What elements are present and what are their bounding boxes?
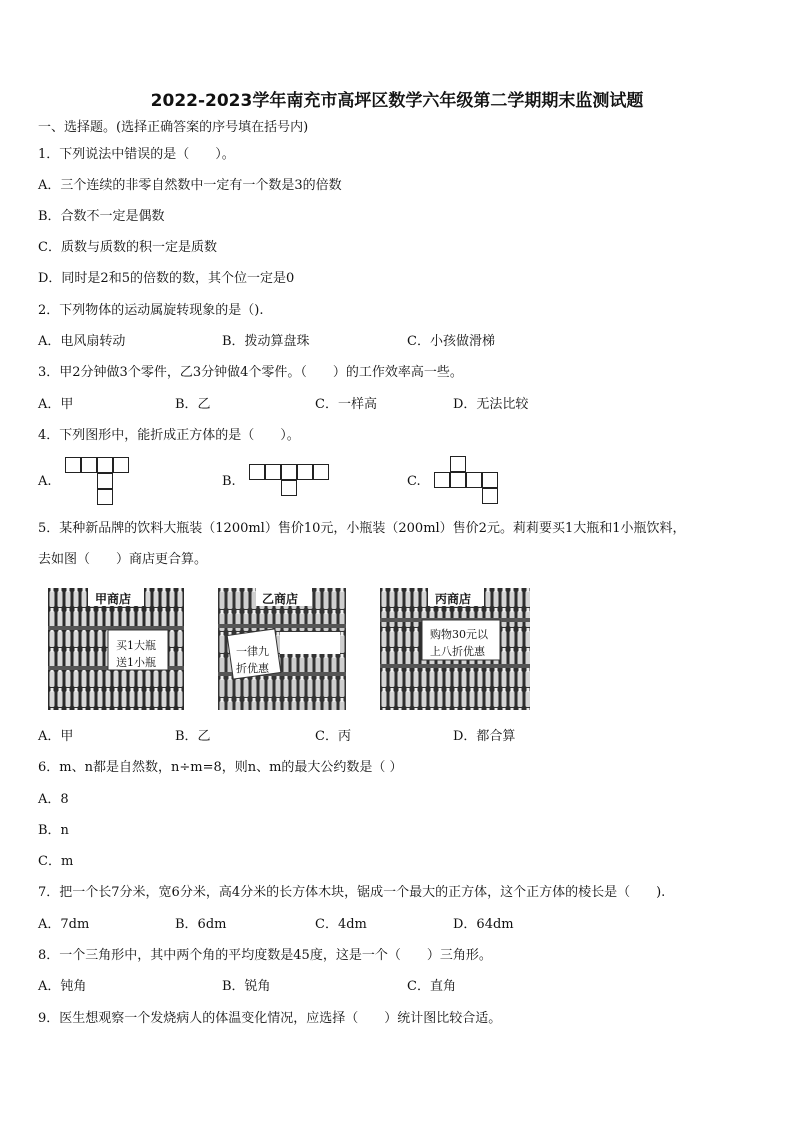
store-note-bing-2: 上八折优惠 (430, 645, 485, 658)
question-2-stem: 2．下列物体的运动属旋转现象的是（). (38, 303, 264, 318)
question-8-stem: 8．一个三角形中，其中两个角的平均度数是45度，这是一个（ ）三角形。 (38, 948, 492, 963)
question-8-option-c: C．直角 (407, 979, 456, 994)
question-7-option-d: D．64dm (453, 917, 514, 932)
page-title: 2022-2023学年南充市高坪区数学六年级第二学期期末监测试题 (150, 91, 644, 111)
question-3-option-a: A．甲 (38, 397, 74, 412)
question-1-stem: 1．下列说法中错误的是（ ）。 (38, 147, 235, 162)
question-7-option-c: C．4dm (315, 917, 367, 932)
question-7-option-b: B．6dm (175, 917, 227, 932)
question-9-stem: 9．医生想观察一个发烧病人的体温变化情况，应选择（ ）统计图比较合适。 (38, 1011, 502, 1026)
question-6-stem: 6．m、n都是自然数，n÷m=8，则n、m的最大公约数是（ ） (38, 760, 403, 775)
store-note-yi-1: 一律九 (236, 645, 269, 658)
question-4-option-c: C. (407, 474, 421, 489)
store-note-yi-2: 折优惠 (236, 662, 269, 675)
store-note-jia-1: 买1大瓶 (116, 639, 156, 652)
question-1-option-c: C．质数与质数的积一定是质数 (38, 240, 217, 255)
question-1-option-a: A．三个连续的非零自然数中一定有一个数是3的倍数 (38, 178, 342, 193)
store-sign-jia: 甲商店 (95, 592, 132, 606)
section-heading: 一、选择题。(选择正确答案的序号填在括号内) (38, 120, 309, 135)
question-8-option-b: B．锐角 (222, 979, 271, 994)
question-4-stem: 4．下列图形中，能折成正方体的是（ ）。 (38, 428, 300, 443)
question-5-stem-cont: 去如图（ ）商店更合算。 (38, 552, 208, 567)
question-3-option-c: C．一样高 (315, 397, 377, 412)
question-5-option-b: B．乙 (175, 729, 211, 744)
question-4-option-a: A. (38, 474, 52, 489)
question-1-option-b: B．合数不一定是偶数 (38, 209, 165, 224)
store-note-bing-1: 购物30元以 (430, 628, 488, 641)
question-6-option-b: B．n (38, 823, 69, 838)
question-7-option-a: A．7dm (38, 917, 90, 932)
question-3-option-d: D．无法比较 (453, 397, 529, 412)
question-3-stem: 3．甲2分钟做3个零件，乙3分钟做4个零件。（ ）的工作效率高一些。 (38, 365, 463, 380)
question-3-option-b: B．乙 (175, 397, 211, 412)
store-sign-bing: 丙商店 (435, 592, 472, 606)
question-5-option-c: C．丙 (315, 729, 351, 744)
store-sign-yi: 乙商店 (262, 592, 299, 606)
question-7-stem: 7．把一个长7分米，宽6分米，高4分米的长方体木块，锯成一个最大的正方体，这个正方体的棱长是（ ). (38, 885, 666, 900)
question-5-option-a: A．甲 (38, 729, 74, 744)
question-2-option-c: C．小孩做滑梯 (407, 334, 495, 349)
question-8-option-a: A．钝角 (38, 979, 87, 994)
store-note-jia-2: 送1小瓶 (116, 656, 156, 669)
question-5-stem: 5．某种新品牌的饮料大瓶装（1200ml）售价10元，小瓶装（200ml）售价2元。莉莉要买1大瓶和1小瓶饮料， (38, 521, 686, 536)
question-6-option-c: C．m (38, 854, 74, 869)
question-4-option-b: B. (222, 474, 236, 489)
question-6-option-a: A．8 (38, 792, 69, 807)
question-5-option-d: D．都合算 (453, 729, 516, 744)
question-1-option-d: D．同时是2和5的倍数的数，其个位一定是0 (38, 271, 295, 286)
question-2-option-b: B．拨动算盘珠 (222, 334, 310, 349)
question-2-option-a: A．电风扇转动 (38, 334, 126, 349)
